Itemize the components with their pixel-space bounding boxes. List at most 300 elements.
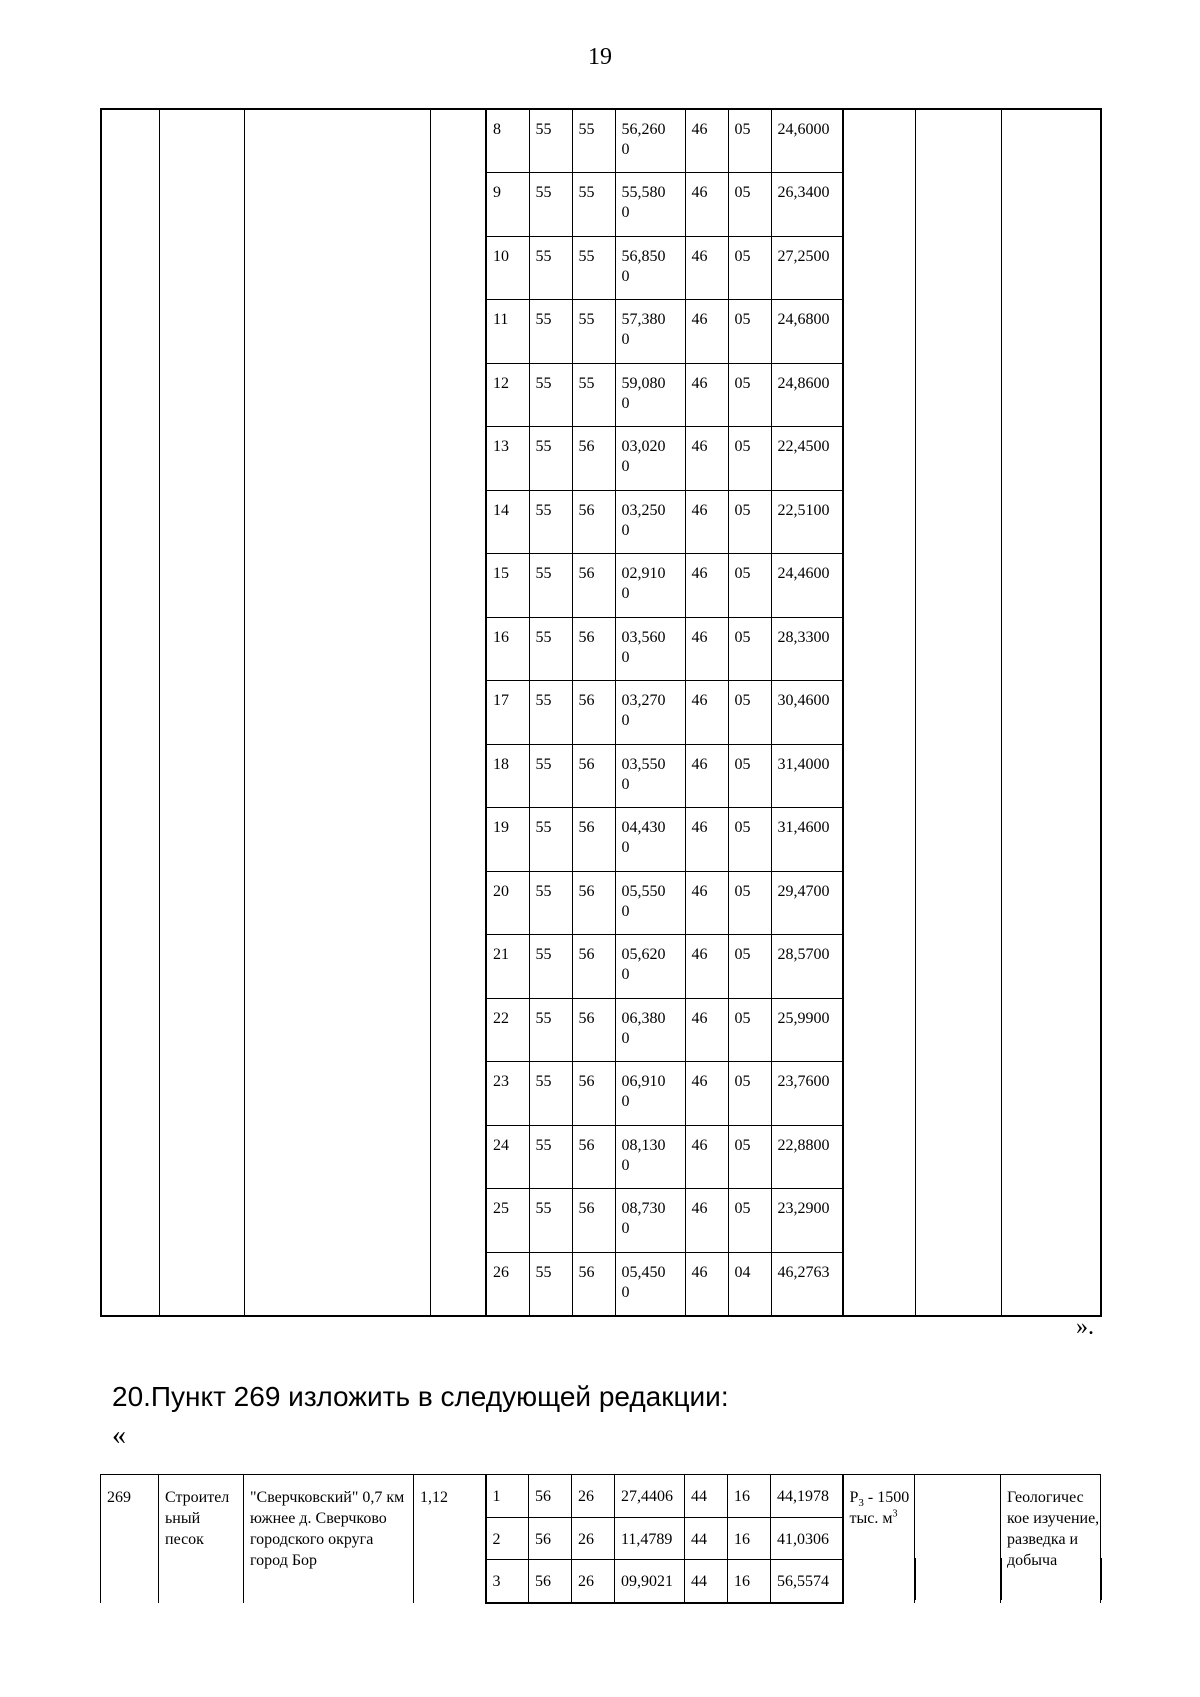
longitude-min-cell: 05 [728, 871, 771, 935]
longitude-deg-cell: 46 [685, 935, 728, 999]
point-number-cell: 25 [486, 1189, 529, 1253]
area-cell [430, 681, 486, 745]
item-number-cell [101, 236, 159, 300]
latitude-sec-cell: 08,730 0 [615, 1189, 685, 1253]
license-cell [915, 681, 1001, 745]
purpose-cell: Геологичес кое изучение, разведка и добыча [1001, 1475, 1101, 1603]
license-cell [915, 617, 1001, 681]
longitude-deg-cell: 44 [685, 1475, 728, 1518]
reserves-cell [843, 808, 915, 872]
longitude-min-cell: 05 [728, 1125, 771, 1189]
reserves-cell [843, 871, 915, 935]
item-number-cell [101, 871, 159, 935]
latitude-deg-cell: 55 [529, 871, 572, 935]
latitude-deg-cell: 55 [529, 808, 572, 872]
license-cell [915, 1189, 1001, 1253]
reserves-cell [843, 554, 915, 618]
area-cell [430, 808, 486, 872]
point-number-cell: 26 [486, 1252, 529, 1316]
coordinates-table-body [101, 109, 1101, 1316]
point-number-cell: 16 [486, 617, 529, 681]
purpose-cell [1001, 236, 1101, 300]
mineral-cell [159, 173, 244, 237]
reserves-cell [843, 681, 915, 745]
table-row [101, 808, 1101, 872]
longitude-min-cell: 05 [728, 1062, 771, 1126]
purpose-cell [1001, 490, 1101, 554]
area-cell [430, 1062, 486, 1126]
license-cell [915, 1062, 1001, 1126]
latitude-min-cell: 55 [572, 173, 615, 237]
latitude-sec-cell: 56,260 0 [615, 109, 685, 173]
latitude-sec-cell: 03,020 0 [615, 427, 685, 491]
table-continuation-line [1101, 1558, 1102, 1600]
longitude-sec-cell: 23,2900 [771, 1189, 843, 1253]
site-cell [244, 744, 430, 808]
longitude-sec-cell: 24,4600 [771, 554, 843, 618]
coordinates-table-continued [100, 108, 1102, 1317]
longitude-sec-cell: 41,0306 [771, 1517, 843, 1560]
latitude-sec-cell: 08,130 0 [615, 1125, 685, 1189]
table-continuation-line [1001, 1558, 1002, 1600]
longitude-deg-cell: 46 [685, 173, 728, 237]
longitude-min-cell: 05 [728, 681, 771, 745]
purpose-cell [1001, 554, 1101, 618]
table-row [101, 1125, 1101, 1189]
area-cell [430, 236, 486, 300]
latitude-deg-cell: 55 [529, 300, 572, 364]
area-cell: 1,12 [414, 1475, 486, 1603]
point-number-cell: 19 [486, 808, 529, 872]
longitude-sec-cell: 31,4600 [771, 808, 843, 872]
site-cell [244, 300, 430, 364]
license-cell [915, 109, 1001, 173]
reserves-cell [843, 173, 915, 237]
latitude-deg-cell: 55 [529, 363, 572, 427]
table-row [101, 744, 1101, 808]
reserves-cell [843, 490, 915, 554]
reserves-cell [843, 935, 915, 999]
longitude-min-cell: 05 [728, 363, 771, 427]
reserves-cell [843, 1189, 915, 1253]
purpose-cell [1001, 109, 1101, 173]
license-cell [915, 871, 1001, 935]
reserves-cell [843, 300, 915, 364]
site-cell [244, 490, 430, 554]
mineral-cell [159, 998, 244, 1062]
table-row [101, 681, 1101, 745]
latitude-min-cell: 56 [572, 935, 615, 999]
area-cell [430, 744, 486, 808]
site-cell [244, 1062, 430, 1126]
reserves-cell [843, 236, 915, 300]
latitude-deg-cell: 56 [529, 1475, 572, 1518]
longitude-deg-cell: 46 [685, 490, 728, 554]
longitude-deg-cell: 46 [685, 1189, 728, 1253]
latitude-min-cell: 26 [572, 1475, 615, 1518]
longitude-sec-cell: 23,7600 [771, 1062, 843, 1126]
license-cell [915, 744, 1001, 808]
license-cell [915, 935, 1001, 999]
latitude-min-cell: 56 [572, 1125, 615, 1189]
mineral-cell [159, 935, 244, 999]
item-number-cell [101, 935, 159, 999]
table-row [101, 935, 1101, 999]
purpose-cell [1001, 1252, 1101, 1316]
latitude-min-cell: 56 [572, 617, 615, 681]
reserves-cell [843, 1125, 915, 1189]
table-row [101, 427, 1101, 491]
table-row [101, 173, 1101, 237]
longitude-min-cell: 05 [728, 427, 771, 491]
latitude-min-cell: 56 [572, 1062, 615, 1126]
latitude-deg-cell: 55 [529, 617, 572, 681]
point-number-cell: 15 [486, 554, 529, 618]
longitude-min-cell: 05 [728, 998, 771, 1062]
longitude-min-cell: 05 [728, 935, 771, 999]
license-cell [915, 1475, 1001, 1603]
item-number-cell [101, 1252, 159, 1316]
purpose-cell [1001, 1062, 1101, 1126]
table-continuation-line [243, 1558, 244, 1600]
area-cell [430, 617, 486, 681]
area-cell [430, 1189, 486, 1253]
longitude-min-cell: 05 [728, 173, 771, 237]
item-number-cell [101, 1189, 159, 1253]
latitude-sec-cell: 05,620 0 [615, 935, 685, 999]
longitude-sec-cell: 24,6000 [771, 109, 843, 173]
item-number-cell [101, 681, 159, 745]
purpose-cell [1001, 808, 1101, 872]
reserves-cell [843, 998, 915, 1062]
item-number-cell [101, 363, 159, 427]
longitude-deg-cell: 46 [685, 744, 728, 808]
longitude-sec-cell: 44,1978 [771, 1475, 843, 1518]
area-cell [430, 363, 486, 427]
area-cell [430, 935, 486, 999]
site-cell [244, 617, 430, 681]
purpose-cell [1001, 173, 1101, 237]
area-cell [430, 109, 486, 173]
latitude-min-cell: 56 [572, 1189, 615, 1253]
longitude-sec-cell: 27,2500 [771, 236, 843, 300]
area-cell [430, 554, 486, 618]
mineral-cell [159, 1189, 244, 1253]
table-row [101, 490, 1101, 554]
longitude-deg-cell: 44 [685, 1517, 728, 1560]
site-cell [244, 681, 430, 745]
longitude-sec-cell: 24,6800 [771, 300, 843, 364]
amendment-instruction: 20.Пункт 269 изложить в следующей редакции: [112, 1381, 729, 1412]
longitude-sec-cell: 25,9900 [771, 998, 843, 1062]
area-cell [430, 871, 486, 935]
table-continuation-line [915, 1558, 916, 1600]
longitude-sec-cell: 30,4600 [771, 681, 843, 745]
table-row [101, 363, 1101, 427]
latitude-deg-cell: 55 [529, 744, 572, 808]
longitude-deg-cell: 46 [685, 1062, 728, 1126]
latitude-min-cell: 55 [572, 363, 615, 427]
license-cell [915, 490, 1001, 554]
mineral-cell [159, 1252, 244, 1316]
latitude-min-cell: 56 [572, 554, 615, 618]
area-cell [430, 490, 486, 554]
latitude-sec-cell: 02,910 0 [615, 554, 685, 618]
table-row [101, 871, 1101, 935]
latitude-min-cell: 56 [572, 1252, 615, 1316]
area-cell [430, 173, 486, 237]
table-row [101, 1189, 1101, 1253]
latitude-min-cell: 55 [572, 109, 615, 173]
table-row [101, 617, 1101, 681]
longitude-deg-cell: 46 [685, 236, 728, 300]
mineral-cell [159, 1062, 244, 1126]
purpose-cell [1001, 427, 1101, 491]
mineral-cell [159, 808, 244, 872]
latitude-deg-cell: 55 [529, 1062, 572, 1126]
purpose-cell [1001, 1189, 1101, 1253]
longitude-min-cell: 05 [728, 617, 771, 681]
longitude-deg-cell: 46 [685, 554, 728, 618]
license-cell [915, 1125, 1001, 1189]
latitude-min-cell: 56 [572, 427, 615, 491]
latitude-min-cell: 56 [572, 744, 615, 808]
longitude-sec-cell: 22,5100 [771, 490, 843, 554]
latitude-sec-cell: 57,380 0 [615, 300, 685, 364]
point-number-cell: 8 [486, 109, 529, 173]
area-cell [430, 1252, 486, 1316]
license-cell [915, 998, 1001, 1062]
latitude-min-cell: 26 [572, 1517, 615, 1560]
point-number-cell: 14 [486, 490, 529, 554]
item-number-cell [101, 744, 159, 808]
longitude-min-cell: 05 [728, 490, 771, 554]
purpose-cell [1001, 871, 1101, 935]
reserves-cell [843, 1252, 915, 1316]
latitude-min-cell: 55 [572, 236, 615, 300]
longitude-min-cell: 05 [728, 554, 771, 618]
longitude-sec-cell: 28,5700 [771, 935, 843, 999]
purpose-cell [1001, 1125, 1101, 1189]
site-cell [244, 236, 430, 300]
longitude-sec-cell: 29,4700 [771, 871, 843, 935]
longitude-min-cell: 05 [728, 744, 771, 808]
opening-quote: « [112, 1420, 126, 1451]
latitude-min-cell: 26 [572, 1560, 615, 1603]
purpose-cell [1001, 998, 1101, 1062]
point-number-cell: 17 [486, 681, 529, 745]
reserves-cell [843, 109, 915, 173]
item-number-cell [101, 998, 159, 1062]
longitude-deg-cell: 46 [685, 871, 728, 935]
table-row [101, 1252, 1101, 1316]
mineral-cell [159, 871, 244, 935]
longitude-sec-cell: 24,8600 [771, 363, 843, 427]
license-cell [915, 363, 1001, 427]
latitude-deg-cell: 55 [529, 490, 572, 554]
latitude-sec-cell: 05,550 0 [615, 871, 685, 935]
reserves-cell [843, 363, 915, 427]
table-row [101, 998, 1101, 1062]
longitude-min-cell: 16 [728, 1475, 771, 1518]
longitude-sec-cell: 31,4000 [771, 744, 843, 808]
reserves-cell: $P_3 - 1500$ тыс. $м^3$ [843, 1475, 915, 1603]
latitude-sec-cell: 11,4789 [615, 1517, 685, 1560]
longitude-min-cell: 05 [728, 1189, 771, 1253]
item-number-cell [101, 808, 159, 872]
latitude-deg-cell: 55 [529, 427, 572, 491]
item-number-cell: 269 [101, 1475, 159, 1603]
area-cell [430, 300, 486, 364]
mineral-cell [159, 554, 244, 618]
longitude-deg-cell: 46 [685, 427, 728, 491]
license-cell [915, 173, 1001, 237]
site-cell [244, 871, 430, 935]
latitude-sec-cell: 03,270 0 [615, 681, 685, 745]
longitude-min-cell: 05 [728, 300, 771, 364]
table-continuation-line [100, 1558, 101, 1600]
latitude-deg-cell: 55 [529, 554, 572, 618]
area-cell [430, 1125, 486, 1189]
site-cell [244, 363, 430, 427]
longitude-deg-cell: 46 [685, 1125, 728, 1189]
area-cell [430, 998, 486, 1062]
longitude-sec-cell: 56,5574 [771, 1560, 843, 1603]
item-number-cell [101, 173, 159, 237]
purpose-cell [1001, 300, 1101, 364]
site-cell [244, 554, 430, 618]
latitude-deg-cell: 55 [529, 998, 572, 1062]
latitude-deg-cell: 55 [529, 173, 572, 237]
latitude-sec-cell: 05,450 0 [615, 1252, 685, 1316]
item-number-cell [101, 1125, 159, 1189]
longitude-sec-cell: 28,3300 [771, 617, 843, 681]
longitude-deg-cell: 46 [685, 109, 728, 173]
longitude-deg-cell: 46 [685, 300, 728, 364]
point-number-cell: 13 [486, 427, 529, 491]
latitude-deg-cell: 55 [529, 1189, 572, 1253]
site-cell [244, 998, 430, 1062]
purpose-cell [1001, 617, 1101, 681]
latitude-min-cell: 56 [572, 490, 615, 554]
latitude-deg-cell: 56 [529, 1517, 572, 1560]
mineral-cell [159, 1125, 244, 1189]
latitude-sec-cell: 06,910 0 [615, 1062, 685, 1126]
latitude-min-cell: 56 [572, 808, 615, 872]
latitude-sec-cell: 56,850 0 [615, 236, 685, 300]
reserves-cell [843, 744, 915, 808]
point-number-cell: 9 [486, 173, 529, 237]
latitude-deg-cell: 55 [529, 1125, 572, 1189]
item-number-cell [101, 1062, 159, 1126]
point-number-cell: 24 [486, 1125, 529, 1189]
table-row [101, 300, 1101, 364]
point-number-cell: 21 [486, 935, 529, 999]
longitude-min-cell: 16 [728, 1517, 771, 1560]
longitude-sec-cell: 22,8800 [771, 1125, 843, 1189]
point-number-cell: 3 [486, 1560, 529, 1603]
longitude-deg-cell: 46 [685, 998, 728, 1062]
latitude-deg-cell: 55 [529, 681, 572, 745]
table-row [101, 1062, 1101, 1126]
license-cell [915, 554, 1001, 618]
longitude-sec-cell: 46,2763 [771, 1252, 843, 1316]
mineral-cell [159, 681, 244, 745]
point-number-cell: 22 [486, 998, 529, 1062]
latitude-sec-cell: 03,250 0 [615, 490, 685, 554]
longitude-deg-cell: 46 [685, 617, 728, 681]
table-continuation-line [485, 1558, 486, 1600]
longitude-min-cell: 04 [728, 1252, 771, 1316]
latitude-deg-cell: 55 [529, 109, 572, 173]
mineral-cell [159, 363, 244, 427]
longitude-min-cell: 05 [728, 109, 771, 173]
purpose-cell [1001, 681, 1101, 745]
table-row [101, 109, 1101, 173]
longitude-sec-cell: 26,3400 [771, 173, 843, 237]
site-cell: "Сверчковский" 0,7 км южнее д. Сверчково городского округа город Бор [244, 1475, 414, 1603]
point-number-cell: 1 [486, 1475, 529, 1518]
table-row [101, 554, 1101, 618]
latitude-min-cell: 56 [572, 681, 615, 745]
mineral-cell [159, 236, 244, 300]
latitude-sec-cell: 59,080 0 [615, 363, 685, 427]
point-number-cell: 2 [486, 1517, 529, 1560]
longitude-min-cell: 16 [728, 1560, 771, 1603]
longitude-deg-cell: 46 [685, 681, 728, 745]
latitude-deg-cell: 56 [529, 1560, 572, 1603]
item-number-cell [101, 427, 159, 491]
latitude-deg-cell: 55 [529, 1252, 572, 1316]
point-number-cell: 20 [486, 871, 529, 935]
longitude-sec-cell: 22,4500 [771, 427, 843, 491]
site-cell [244, 1125, 430, 1189]
latitude-sec-cell: 55,580 0 [615, 173, 685, 237]
license-cell [915, 300, 1001, 364]
latitude-sec-cell: 03,550 0 [615, 744, 685, 808]
longitude-deg-cell: 46 [685, 808, 728, 872]
reserves-cell [843, 427, 915, 491]
mineral-cell [159, 744, 244, 808]
mineral-cell [159, 427, 244, 491]
point-number-cell: 11 [486, 300, 529, 364]
latitude-sec-cell: 09,9021 [615, 1560, 685, 1603]
site-cell [244, 427, 430, 491]
latitude-sec-cell: 27,4406 [615, 1475, 685, 1518]
license-cell [915, 427, 1001, 491]
reserves-cell [843, 617, 915, 681]
license-cell [915, 236, 1001, 300]
point-number-cell: 12 [486, 363, 529, 427]
site-cell [244, 1189, 430, 1253]
purpose-cell [1001, 935, 1101, 999]
latitude-deg-cell: 55 [529, 935, 572, 999]
latitude-min-cell: 56 [572, 998, 615, 1062]
table-continuation-line [413, 1558, 414, 1600]
mineral-cell [159, 490, 244, 554]
mineral-cell: Строител ьный песок [159, 1475, 244, 1603]
mineral-cell [159, 300, 244, 364]
item-number-cell [101, 300, 159, 364]
mineral-cell [159, 109, 244, 173]
license-cell [915, 808, 1001, 872]
item-269-table-body [101, 1475, 1101, 1603]
site-cell [244, 173, 430, 237]
mineral-cell [159, 617, 244, 681]
site-cell [244, 935, 430, 999]
point-number-cell: 18 [486, 744, 529, 808]
latitude-deg-cell: 55 [529, 236, 572, 300]
